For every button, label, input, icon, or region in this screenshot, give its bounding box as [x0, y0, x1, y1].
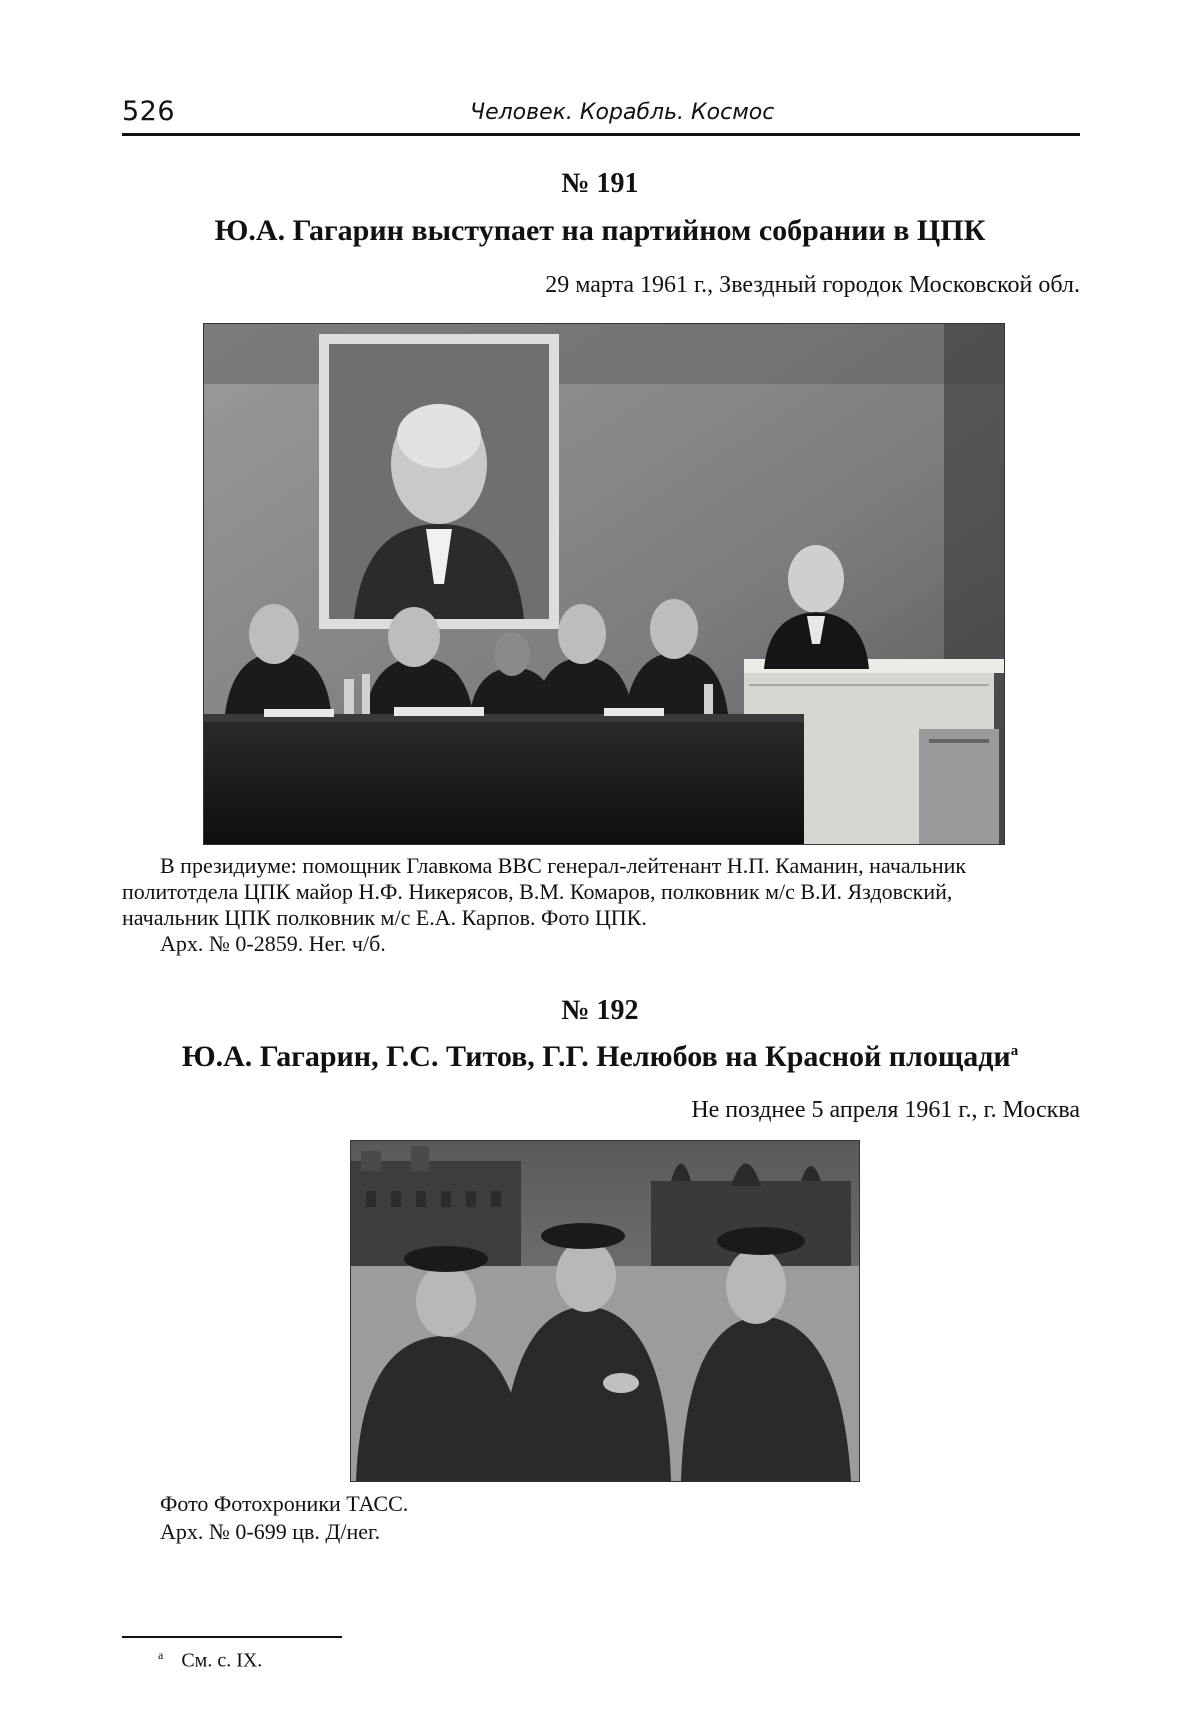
- doc-192-archive: Арх. № 0-699 цв. Д/нег.: [160, 1519, 381, 1544]
- photo-red-square-image: [351, 1141, 859, 1481]
- doc-191-title: Ю.А. Гагарин выступает на партийном собрании в ЦПК: [214, 214, 986, 247]
- footnote-text: См. с. IX.: [181, 1649, 263, 1672]
- footnote-rule: [122, 1636, 342, 1638]
- footnote-mark: а: [158, 1648, 164, 1662]
- photo-party-meeting-image: [204, 324, 1004, 844]
- doc-192-title-text: Ю.А. Гагарин, Г.С. Титов, Г.Г. Нелюбов на Красной площади: [181, 1040, 1011, 1073]
- page-number: 526: [122, 96, 176, 127]
- header-rule: [122, 133, 1080, 136]
- doc-191-archive: Арх. № 0-2859. Нег. ч/б.: [160, 931, 386, 956]
- doc-192-date: Не позднее 5 апреля 1961 г., г. Москва: [691, 1097, 1080, 1123]
- doc-191-date: 29 марта 1961 г., Звездный городок Московской обл.: [545, 272, 1080, 298]
- footnote: [158, 1648, 262, 1673]
- doc-192-title: [0, 1040, 1200, 1074]
- doc-191-caption: [122, 853, 1080, 931]
- doc-192-number: № 192: [561, 995, 639, 1026]
- caption-line: В президиуме: помощник Главкома ВВС генерал-лейтенант Н.П. Каманин, начальник: [160, 853, 967, 878]
- caption-line: политотдела ЦПК майор Н.Ф. Никерясов, В.М. Комаров, полковник м/с В.И. Яздовский,: [122, 879, 953, 904]
- doc-192-footnote-ref: а: [1010, 1043, 1019, 1059]
- photo-party-meeting: [203, 323, 1005, 845]
- photo-red-square: [350, 1140, 860, 1482]
- caption-line: начальник ЦПК полковник м/с Е.А. Карпов. Фото ЦПК.: [122, 905, 647, 930]
- running-title: Человек. Корабль. Космос: [470, 100, 775, 125]
- doc-192-caption: Фото Фотохроники ТАСС.: [160, 1491, 409, 1516]
- doc-191-number: № 191: [561, 168, 639, 199]
